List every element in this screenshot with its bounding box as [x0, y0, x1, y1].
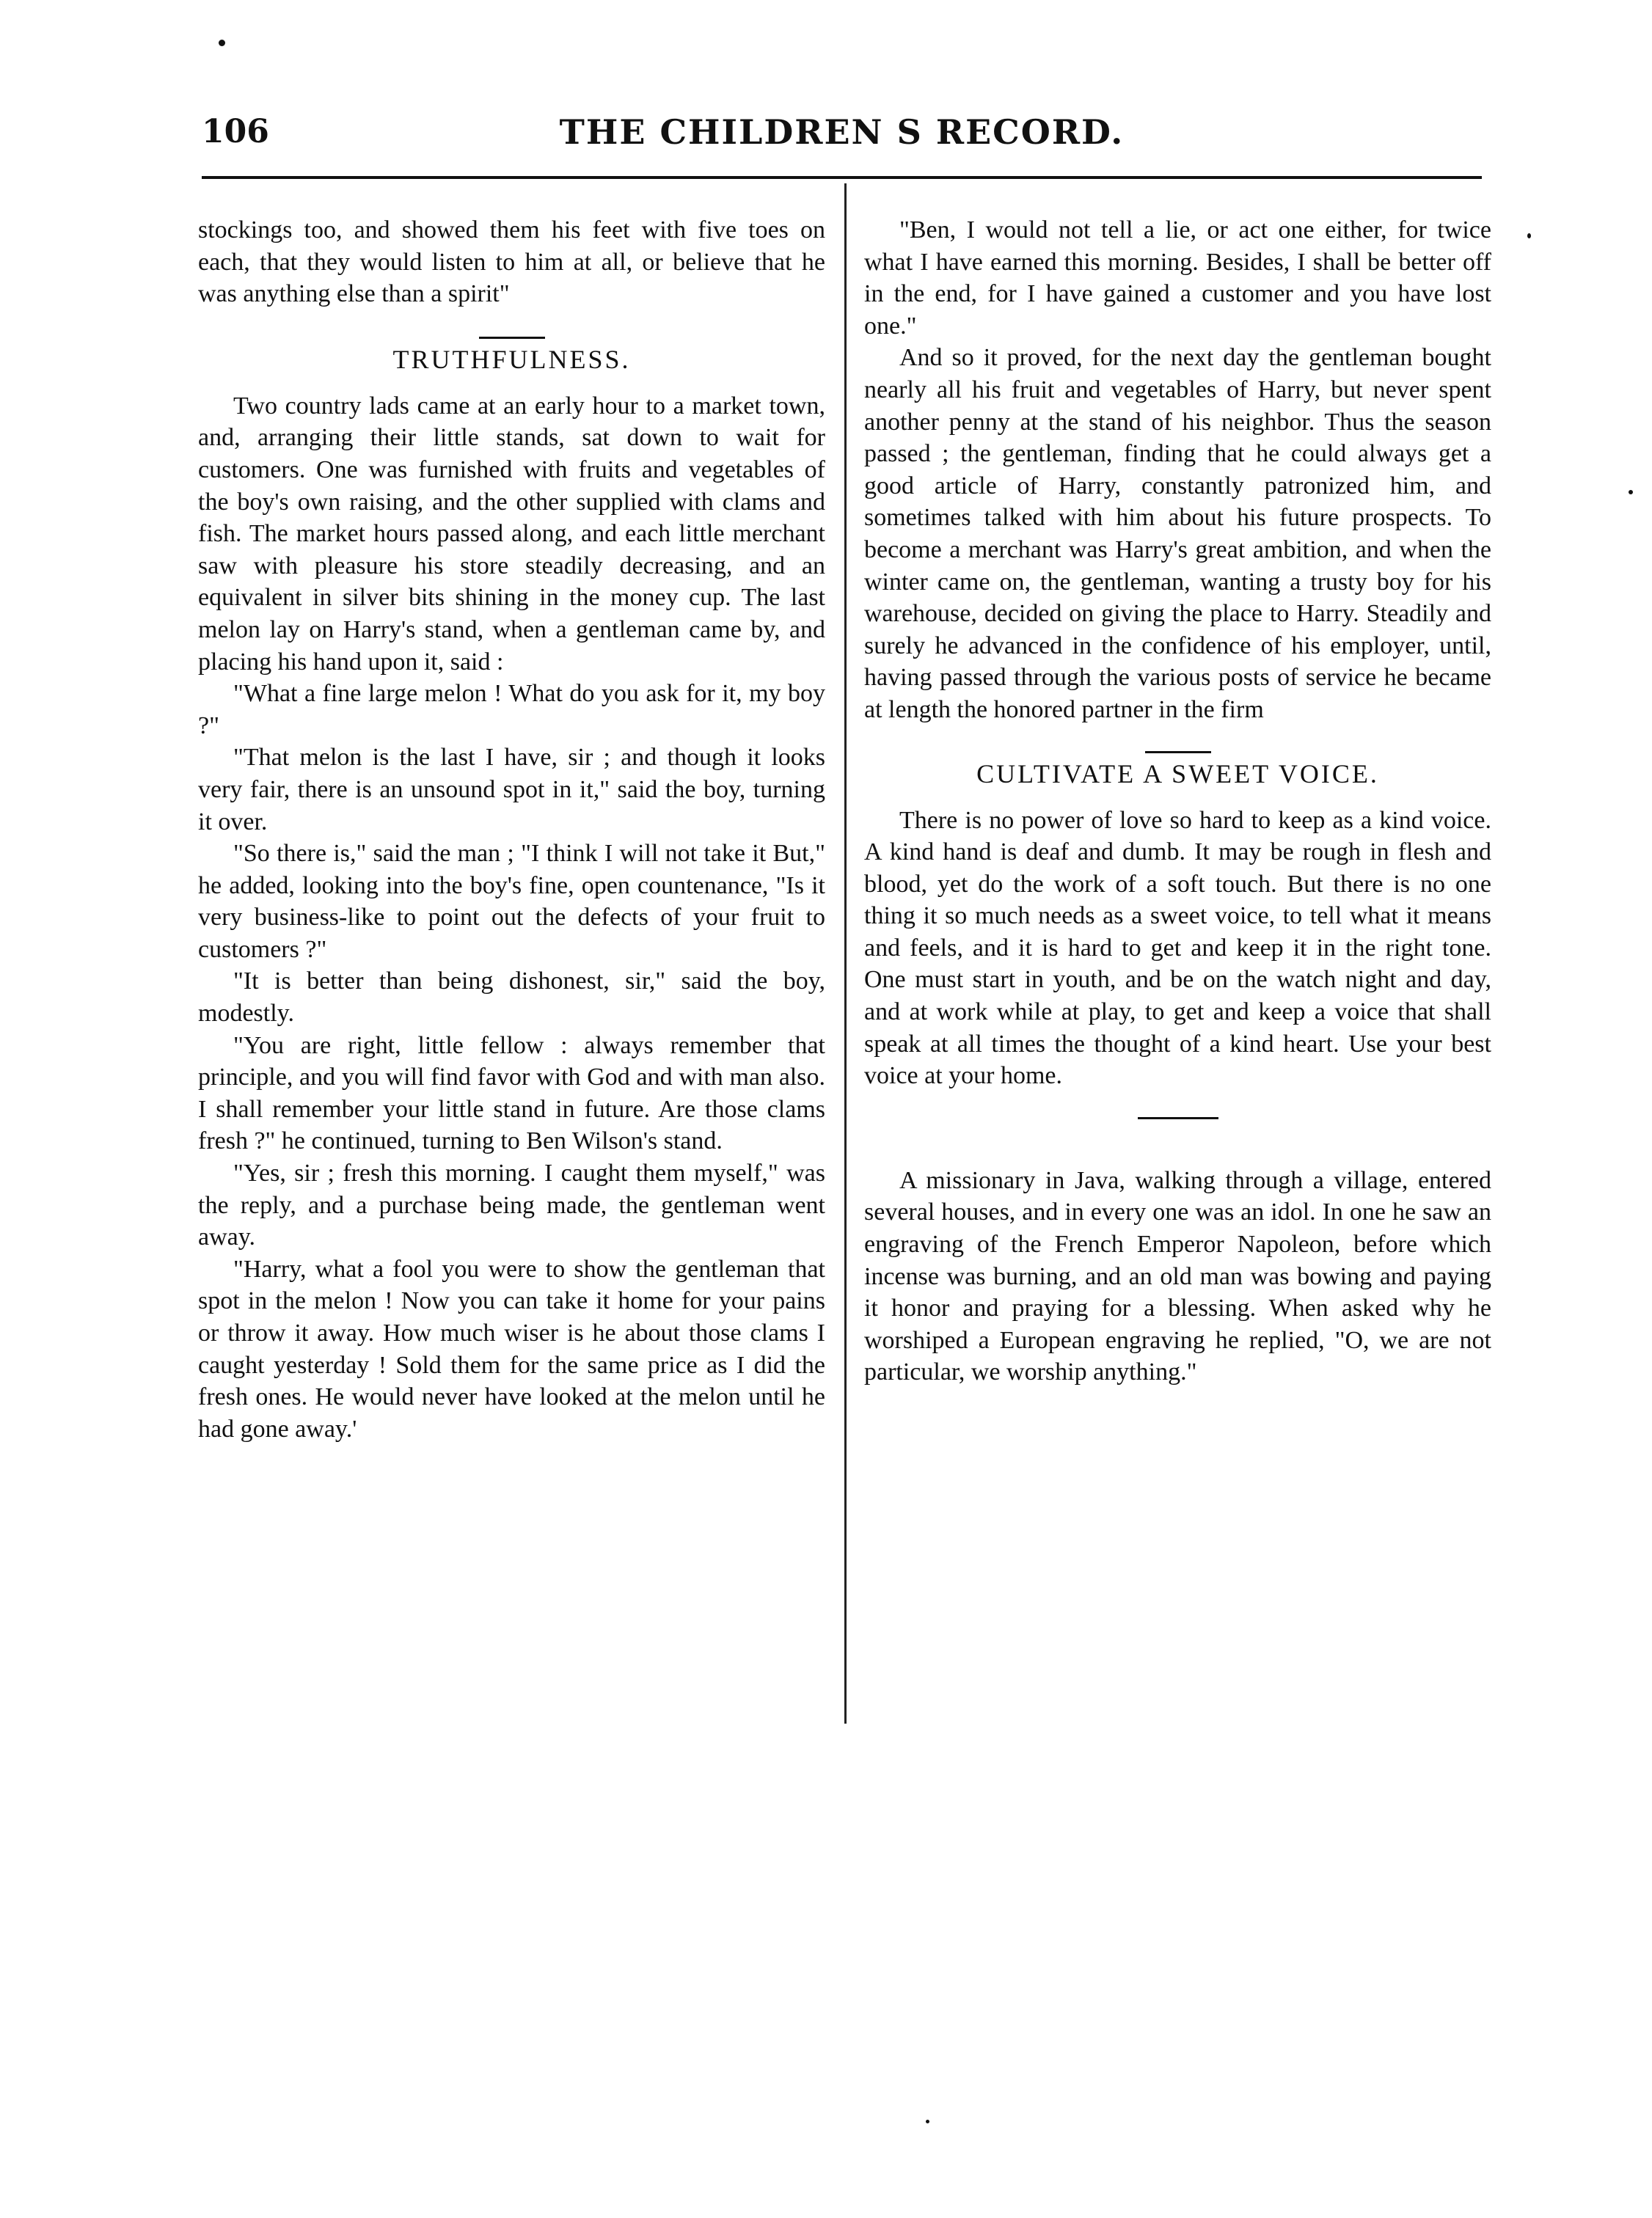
page-header [202, 110, 1482, 154]
page-number: 106 [202, 113, 269, 150]
article-paragraph: "What a fine large melon ! What do you ask for it, my boy ?" [198, 680, 825, 739]
left-column [198, 214, 825, 1445]
article-paragraph: "Ben, I would not tell a lie, or act one either, for twice what I have earned this morning. Besides, I shall be better off in the end, for I have gained a customer and you have lost one." [864, 216, 1491, 340]
ink-speck [926, 2120, 929, 2123]
header-rule [202, 176, 1482, 179]
article-paragraph: "Harry, what a fool you were to show the gentleman that spot in the melon ! Now you can take it home for your pains or throw it away. How much wiser is he about those clams I caught yesterday ! Sold them for the same price as I did the fresh ones. He would never have looked at the melon until he had gone away.' [198, 1255, 825, 1443]
ink-speck [1527, 233, 1531, 238]
article-title: TRUTHFULNESS. [392, 344, 631, 374]
article-paragraph: And so it proved, for the next day the gentleman bought nearly all his fruit and vegetables of Harry, but never spent another penny at the stand of his neighbor. Thus the season passed ; the gentleman, finding that he could always get a good article of Harry, constantly patronized him, and sometimes talked with him about his future prospects. To become a merchant was Harry's great ambition, and when the winter came on, the gentleman, wanting a trusty boy for his warehouse, decided on giving the place to Harry. Steadily and surely he advanced in the confidence of his employer, until, having passed through the various posts of service he became at length the honored partner in the firm [864, 344, 1491, 723]
column-divider [844, 183, 847, 1724]
article-paragraph: There is no power of love so hard to keep as a kind voice. A kind hand is deaf and dumb. It may be rough in flesh and blood, yet do the work of a soft touch. But there is no one thing it so much needs as a sweet voice, to tell what it means and feels, and it is hard to get and keep it in the right tone. One must start in youth, and be on the watch night and day, and at work while at play, to get and keep a voice that shall speak at all times the thought of a kind heart. Use your best voice at your home. [864, 806, 1491, 1090]
article-paragraph: "You are right, little fellow : always remember that principle, and you will find favor with God and with man also. I shall remember your little stand in future. Are those clams fresh ?" he continued, turning to Ben Wilson's stand. [198, 1031, 825, 1155]
article-paragraph: "So there is," said the man ; "I think I will not take it But," he added, looking into the boy's fine, open countenance, "Is it very business-like to point out the defects of your fruit to customers ?" [198, 840, 825, 963]
section-rule [1138, 1117, 1218, 1119]
article-paragraph: "Yes, sir ; fresh this morning. I caught them myself," was the reply, and a purchase being made, the gentleman went away. [198, 1160, 825, 1251]
right-column [864, 214, 1491, 1388]
ink-speck [1629, 490, 1633, 494]
continued-paragraph: stockings too, and showed them his feet with five toes on each, that they would listen to him at all, or believe that he was anything else than a spirit" [198, 216, 825, 308]
article-paragraph: A missionary in Java, walking through a village, entered several houses, and in every one was an idol. In one he saw an engraving of the French Emperor Napoleon, before which incense was burning, and an old man was bowing and paying it honor and praying for a blessing. When asked why he worshiped a European engraving he replied, "O, we are not particular, we worship anything." [864, 1166, 1491, 1386]
second-article-title: CULTIVATE A SWEET VOICE. [976, 758, 1379, 788]
running-title: THE CHILDREN S RECORD. [559, 112, 1125, 152]
article-paragraph: "It is better than being dishonest, sir," said the boy, modestly. [198, 967, 825, 1028]
article-paragraph: Two country lads came at an early hour to a market town, and, arranging their little stands, sat down to wait for customers. One was furnished with fruits and vegetables of the boy's own raising, and the other supplied with clams and fish. The market hours passed along, and each little merchant saw with pleasure his store steadily decreasing, and an equivalent in silver bits shining in the money cup. The last melon lay on Harry's stand, when a gentleman came by, and placing his hand upon it, said : [198, 392, 825, 676]
article-paragraph: "That melon is the last I have, sir ; and though it looks very fair, there is an unsound spot in it," said the boy, turning it over. [198, 744, 825, 835]
ink-speck [219, 40, 225, 46]
